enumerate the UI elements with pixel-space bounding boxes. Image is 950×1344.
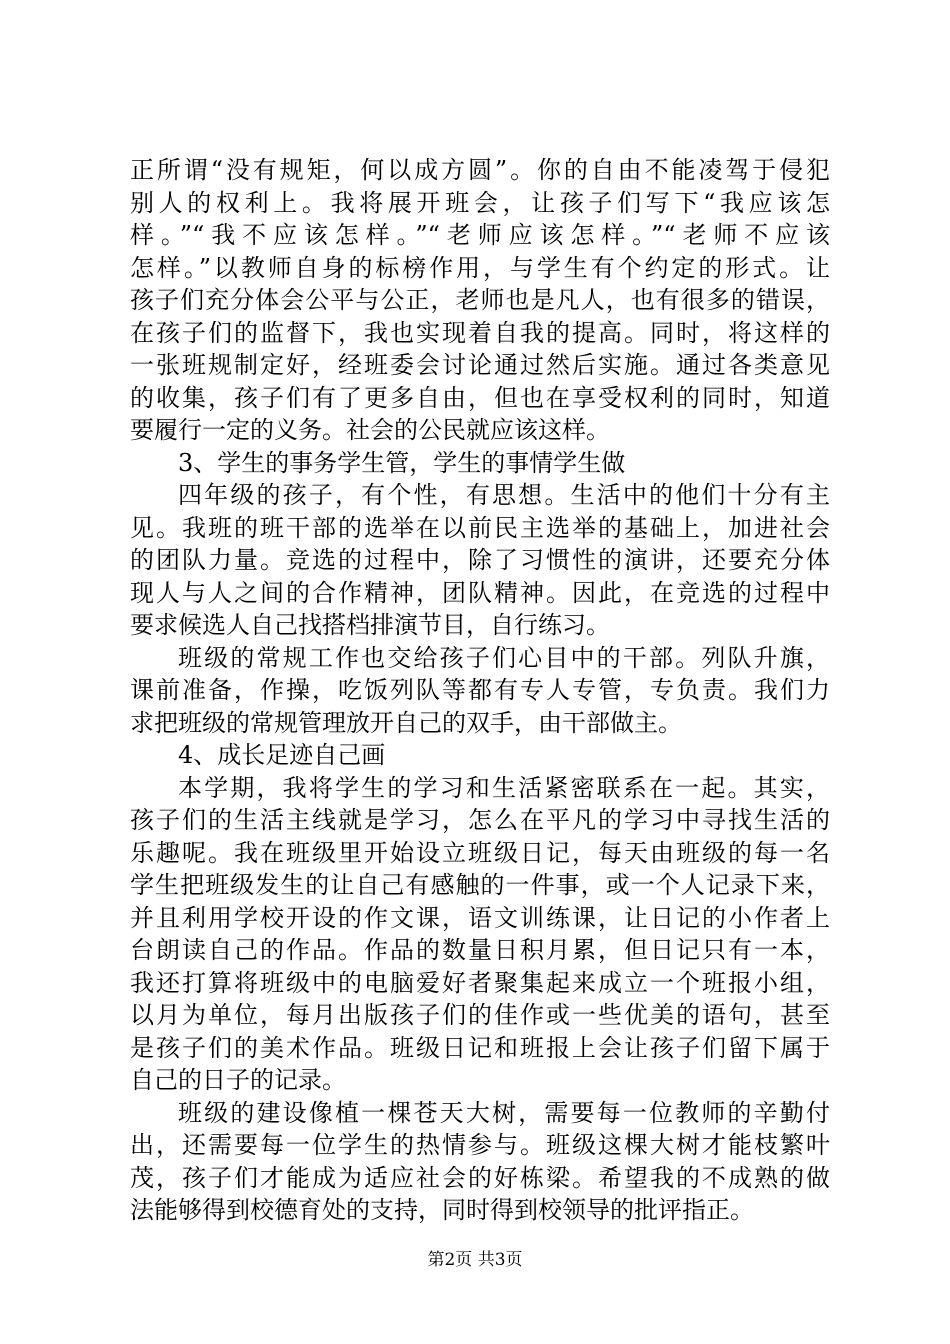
text-line: 班级的建设像植一棵苍天大树，需要每一位教师的辛勤付 bbox=[178, 1098, 830, 1127]
text-line: 法能够得到校德育处的支持，同时得到校领导的批评指正。 bbox=[130, 1196, 754, 1224]
text-line: 在孩子们的监督下，我也实现着自我的提高。同时，将这样的 bbox=[130, 318, 830, 347]
text-line: 课前准备，作操，吃饭列队等都有专人专管，专负责。我们力 bbox=[130, 676, 830, 704]
text-line: 我还打算将班级中的电脑爱好者聚集起来成立一个班报小组， bbox=[130, 968, 830, 997]
text-line: 本学期，我将学生的学习和生活紧密联系在一起。其实， bbox=[178, 773, 830, 802]
text-line: 班级的常规工作也交给孩子们心目中的干部。列队升旗， bbox=[178, 643, 830, 672]
text-line: 4、成长足迹自己画 bbox=[178, 741, 386, 769]
text-line: 的团队力量。竞选的过程中，除了习惯性的演讲，还要充分体 bbox=[130, 546, 830, 574]
text-line: 正所谓“没有规矩，何以成方圆”。你的自由不能凌驾于侵犯 bbox=[130, 156, 830, 184]
text-line: 怎样。”以教师自身的标榜作用，与学生有个约定的形式。让 bbox=[130, 253, 830, 282]
text-line: 学生把班级发生的让自己有感触的一件事，或一个人记录下来， bbox=[130, 871, 830, 899]
text-line: 台朗读自己的作品。作品的数量日积月累，但日记只有一本， bbox=[130, 936, 830, 964]
text-line: 孩子们的生活主线就是学习，怎么在平凡的学习中寻找生活的 bbox=[130, 806, 830, 834]
text-line: 现人与人之间的合作精神，团队精神。因此，在竞选的过程中 bbox=[130, 578, 830, 607]
text-line: 求把班级的常规管理放开自己的双手，由干部做主。 bbox=[130, 708, 682, 737]
text-line: 四年级的孩子，有个性，有思想。生活中的他们十分有主 bbox=[178, 481, 830, 509]
text-line: 并且利用学校开设的作文课，语文训练课，让日记的小作者上 bbox=[130, 903, 830, 932]
text-line: 一张班规制定好，经班委会讨论通过然后实施。通过各类意见 bbox=[130, 351, 830, 379]
document-body bbox=[130, 154, 830, 1227]
text-line: 自己的日子的记录。 bbox=[130, 1066, 346, 1094]
text-line: 要求候选人自己找搭档排演节目，自行练习。 bbox=[130, 611, 610, 639]
text-line: 出，还需要每一位学生的热情参与。班级这棵大树才能枝繁叶 bbox=[130, 1131, 830, 1159]
page-footer bbox=[0, 1245, 950, 1270]
page-number-label: 第2页 共3页 bbox=[427, 1250, 523, 1270]
text-line: 别人的权利上。我将展开班会，让孩子们写下“我应该怎 bbox=[130, 188, 830, 217]
text-line: 乐趣呢。我在班级里开始设立班级日记，每天由班级的每一名 bbox=[130, 838, 830, 867]
text-line: 的收集，孩子们有了更多自由，但也在享受权利的同时，知道 bbox=[130, 383, 830, 412]
text-line: 以月为单位，每月出版孩子们的佳作或一些优美的语句，甚至 bbox=[130, 1001, 830, 1029]
text-line: 3、学生的事务学生管，学生的事情学生做 bbox=[178, 448, 626, 477]
text-line: 见。我班的班干部的选举在以前民主选举的基础上，加进社会 bbox=[130, 513, 830, 542]
text-line: 样。”“我不应该怎样。”“老师应该怎样。”“老师不应该 bbox=[130, 221, 830, 249]
text-line: 茂，孩子们才能成为适应社会的好栋梁。希望我的不成熟的做 bbox=[130, 1163, 830, 1192]
text-line: 是孩子们的美术作品。班级日记和班报上会让孩子们留下属于 bbox=[130, 1033, 830, 1062]
text-line: 孩子们充分体会公平与公正，老师也是凡人，也有很多的错误， bbox=[130, 286, 830, 314]
text-line: 要履行一定的义务。社会的公民就应该这样。 bbox=[130, 416, 610, 444]
